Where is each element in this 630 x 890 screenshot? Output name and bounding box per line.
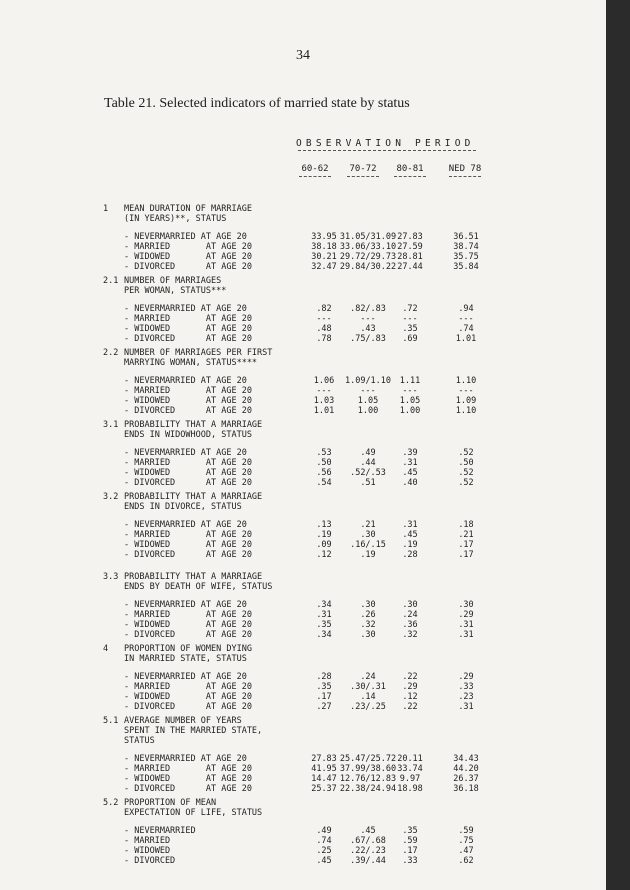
section-heading-line: PROBABILITY THAT A MARRIAGE xyxy=(124,572,263,582)
row-label-married: - MARRIED AT AGE 20 xyxy=(124,242,252,252)
value-cell: .24 xyxy=(360,672,376,682)
row-label-nevermarried: - NEVERMARRIED AT AGE 20 xyxy=(124,672,247,682)
value-cell: .21 xyxy=(360,520,376,530)
section-heading-line: NUMBER OF MARRIAGES PER FIRST xyxy=(124,348,273,358)
value-cell: 28.81 xyxy=(397,252,423,262)
table-row xyxy=(0,304,606,314)
value-cell: 14.47 xyxy=(311,774,337,784)
section-heading-line: MARRYING WOMAN, STATUS**** xyxy=(124,358,258,368)
table-row xyxy=(0,324,606,334)
value-cell: .53 xyxy=(316,448,332,458)
value-cell: 41.95 xyxy=(311,764,337,774)
value-cell: .94 xyxy=(458,304,474,314)
value-cell: 1.05 xyxy=(357,396,379,406)
value-cell: .48 xyxy=(316,324,332,334)
value-cell: --- xyxy=(402,314,418,324)
table-row xyxy=(0,784,606,794)
value-cell: .49 xyxy=(360,448,376,458)
row-label-divorced: - DIVORCED AT AGE 20 xyxy=(124,262,252,272)
value-cell: 1.00 xyxy=(357,406,379,416)
value-cell: .33 xyxy=(402,856,418,866)
table-row xyxy=(0,448,606,458)
section-heading-line: PER WOMAN, STATUS*** xyxy=(124,286,227,296)
value-cell: .75 xyxy=(458,836,474,846)
value-cell: .75/.83 xyxy=(350,334,386,344)
value-cell: .17 xyxy=(402,846,418,856)
value-cell: .52 xyxy=(458,448,474,458)
row-label-married: - MARRIED AT AGE 20 xyxy=(124,458,252,468)
value-cell: .30 xyxy=(360,600,376,610)
value-cell: 36.18 xyxy=(453,784,479,794)
row-label-nevermarried: - NEVERMARRIED AT AGE 20 xyxy=(124,448,247,458)
value-cell: 27.59 xyxy=(397,242,423,252)
column-header-70-72: 70-72 xyxy=(338,164,388,177)
value-cell: .13 xyxy=(316,520,332,530)
section-heading-line: PROBABILITY THAT A MARRIAGE xyxy=(124,420,263,430)
row-label-nevermarried: - NEVERMARRIED AT AGE 20 xyxy=(124,754,247,764)
value-cell: .26 xyxy=(360,610,376,620)
value-cell: 22.38/24.94 xyxy=(339,784,397,794)
value-cell: 12.76/12.83 xyxy=(339,774,397,784)
value-cell: 1.10 xyxy=(455,406,477,416)
value-cell: .23/.25 xyxy=(350,702,386,712)
value-cell: 18.98 xyxy=(397,784,423,794)
row-label-nevermarried: - NEVERMARRIED xyxy=(124,826,196,836)
value-cell: .28 xyxy=(402,550,418,560)
value-cell: 1.05 xyxy=(399,396,421,406)
row-label-widowed: - WIDOWED AT AGE 20 xyxy=(124,324,252,334)
value-cell: 1.09/1.10 xyxy=(344,376,392,386)
value-cell: .52 xyxy=(458,468,474,478)
table-row xyxy=(0,406,606,416)
table-row xyxy=(0,550,606,560)
table-row xyxy=(0,836,606,846)
value-cell: .19 xyxy=(402,540,418,550)
value-cell: .33 xyxy=(458,682,474,692)
value-cell: .45 xyxy=(316,856,332,866)
table-row xyxy=(0,692,606,702)
value-cell: .22 xyxy=(402,702,418,712)
value-cell: .32 xyxy=(360,620,376,630)
table-row xyxy=(0,610,606,620)
value-cell: .69 xyxy=(402,334,418,344)
value-cell: .43 xyxy=(360,324,376,334)
value-cell: .31 xyxy=(458,630,474,640)
value-cell: .25 xyxy=(316,846,332,856)
row-label-divorced: - DIVORCED AT AGE 20 xyxy=(124,784,252,794)
value-cell: .54 xyxy=(316,478,332,488)
row-label-married: - MARRIED AT AGE 20 xyxy=(124,314,252,324)
value-cell: .22/.23 xyxy=(350,846,386,856)
value-cell: 1.09 xyxy=(455,396,477,406)
row-label-married: - MARRIED AT AGE 20 xyxy=(124,530,252,540)
value-cell: .45 xyxy=(402,530,418,540)
row-label-divorced: - DIVORCED AT AGE 20 xyxy=(124,478,252,488)
value-cell: .82 xyxy=(316,304,332,314)
value-cell: .52 xyxy=(458,478,474,488)
value-cell: .30/.31 xyxy=(350,682,386,692)
value-cell: 26.37 xyxy=(453,774,479,784)
value-cell: --- xyxy=(316,386,332,396)
value-cell: .74 xyxy=(316,836,332,846)
value-cell: .28 xyxy=(316,672,332,682)
row-label-widowed: - WIDOWED AT AGE 20 xyxy=(124,540,252,550)
value-cell: --- xyxy=(360,386,376,396)
value-cell: .30 xyxy=(360,630,376,640)
value-cell: 31.05/31.09 xyxy=(339,232,397,242)
value-cell: 36.51 xyxy=(453,232,479,242)
table-row xyxy=(0,682,606,692)
value-cell: --- xyxy=(458,314,474,324)
column-header-ned-78: NED 78 xyxy=(440,164,490,177)
table-row xyxy=(0,242,606,252)
value-cell: 1.10 xyxy=(455,376,477,386)
row-label-married: - MARRIED AT AGE 20 xyxy=(124,386,252,396)
table-row xyxy=(0,754,606,764)
row-label-widowed: - WIDOWED AT AGE 20 xyxy=(124,620,252,630)
table-row xyxy=(0,520,606,530)
section-heading-line: AVERAGE NUMBER OF YEARS xyxy=(124,716,242,726)
row-label-married: - MARRIED AT AGE 20 xyxy=(124,682,252,692)
value-cell: .34 xyxy=(316,600,332,610)
value-cell: .44 xyxy=(360,458,376,468)
value-cell: 32.47 xyxy=(311,262,337,272)
row-label-nevermarried: - NEVERMARRIED AT AGE 20 xyxy=(124,600,247,610)
section-heading-line: IN MARRIED STATE, STATUS xyxy=(124,654,247,664)
section-number: 5.1 xyxy=(103,716,119,726)
table-row xyxy=(0,630,606,640)
value-cell: --- xyxy=(458,386,474,396)
value-cell: 27.44 xyxy=(397,262,423,272)
value-cell: .35 xyxy=(402,826,418,836)
value-cell: 35.84 xyxy=(453,262,479,272)
row-label-divorced: - DIVORCED AT AGE 20 xyxy=(124,630,252,640)
value-cell: .39 xyxy=(402,448,418,458)
observation-period-heading: OBSERVATION PERIOD xyxy=(296,138,475,149)
value-cell: 29.84/30.22 xyxy=(339,262,397,272)
table-row xyxy=(0,232,606,242)
value-cell: .31 xyxy=(458,620,474,630)
value-cell: 1.01 xyxy=(313,406,335,416)
value-cell: .32 xyxy=(402,630,418,640)
value-cell: .17 xyxy=(458,550,474,560)
row-label-nevermarried: - NEVERMARRIED AT AGE 20 xyxy=(124,232,247,242)
value-cell: .31 xyxy=(316,610,332,620)
value-cell: .18 xyxy=(458,520,474,530)
section-heading-line: SPENT IN THE MARRIED STATE, xyxy=(124,726,263,736)
section-heading-line: PROPORTION OF MEAN xyxy=(124,798,217,808)
table-row xyxy=(0,672,606,682)
table-row xyxy=(0,396,606,406)
row-label-nevermarried: - NEVERMARRIED AT AGE 20 xyxy=(124,304,247,314)
section-number: 4 xyxy=(103,644,109,654)
section-heading-line: ENDS IN DIVORCE, STATUS xyxy=(124,502,242,512)
table-row xyxy=(0,314,606,324)
value-cell: .50 xyxy=(458,458,474,468)
value-cell: .29 xyxy=(402,682,418,692)
row-label-widowed: - WIDOWED AT AGE 20 xyxy=(124,468,252,478)
table-row xyxy=(0,540,606,550)
section-heading-line: EXPECTATION OF LIFE, STATUS xyxy=(124,808,263,818)
value-cell: .22 xyxy=(402,672,418,682)
section-heading-line: PROPORTION OF WOMEN DYING xyxy=(124,644,252,654)
value-cell: 25.47/25.72 xyxy=(339,754,397,764)
value-cell: .09 xyxy=(316,540,332,550)
value-cell: .12 xyxy=(316,550,332,560)
value-cell: .23 xyxy=(458,692,474,702)
value-cell: 35.75 xyxy=(453,252,479,262)
section-number: 3.1 xyxy=(103,420,119,430)
row-label-widowed: - WIDOWED AT AGE 20 xyxy=(124,774,252,784)
value-cell: .17 xyxy=(316,692,332,702)
value-cell: .35 xyxy=(402,324,418,334)
value-cell: --- xyxy=(316,314,332,324)
value-cell: .74 xyxy=(458,324,474,334)
heading-underline xyxy=(298,150,476,151)
value-cell: --- xyxy=(360,314,376,324)
table-row xyxy=(0,386,606,396)
value-cell: .49 xyxy=(316,826,332,836)
column-header-60-62: 60-62 xyxy=(290,164,340,177)
value-cell: .45 xyxy=(360,826,376,836)
value-cell: .40 xyxy=(402,478,418,488)
value-cell: 1.03 xyxy=(313,396,335,406)
table-row xyxy=(0,702,606,712)
section-number: 3.3 xyxy=(103,572,119,582)
column-header-80-81: 80-81 xyxy=(385,164,435,177)
value-cell: 1.00 xyxy=(399,406,421,416)
value-cell: .39/.44 xyxy=(350,856,386,866)
value-cell: .29 xyxy=(458,672,474,682)
value-cell: .16/.15 xyxy=(350,540,386,550)
section-number: 3.2 xyxy=(103,492,119,502)
value-cell: .72 xyxy=(402,304,418,314)
value-cell: .19 xyxy=(316,530,332,540)
value-cell: .52/.53 xyxy=(350,468,386,478)
value-cell: 9.97 xyxy=(399,774,421,784)
value-cell: .30 xyxy=(360,530,376,540)
row-label-married: - MARRIED AT AGE 20 xyxy=(124,764,252,774)
value-cell: .29 xyxy=(458,610,474,620)
row-label-divorced: - DIVORCED AT AGE 20 xyxy=(124,406,252,416)
value-cell: 33.74 xyxy=(397,764,423,774)
value-cell: .24 xyxy=(402,610,418,620)
section-number: 2.2 xyxy=(103,348,119,358)
table-row xyxy=(0,478,606,488)
row-label-nevermarried: - NEVERMARRIED AT AGE 20 xyxy=(124,376,247,386)
value-cell: 27.83 xyxy=(311,754,337,764)
section-heading-line: NUMBER OF MARRIAGES xyxy=(124,276,222,286)
row-label-divorced: - DIVORCED AT AGE 20 xyxy=(124,702,252,712)
value-cell: .51 xyxy=(360,478,376,488)
row-label-widowed: - WIDOWED AT AGE 20 xyxy=(124,692,252,702)
section-heading-line: ENDS IN WIDOWHOOD, STATUS xyxy=(124,430,252,440)
value-cell: .62 xyxy=(458,856,474,866)
value-cell: 34.43 xyxy=(453,754,479,764)
table-row xyxy=(0,334,606,344)
table-row xyxy=(0,620,606,630)
value-cell: .78 xyxy=(316,334,332,344)
value-cell: .47 xyxy=(458,846,474,856)
row-label-nevermarried: - NEVERMARRIED AT AGE 20 xyxy=(124,520,247,530)
row-label-married: - MARRIED AT AGE 20 xyxy=(124,610,252,620)
table-row xyxy=(0,856,606,866)
value-cell: .59 xyxy=(458,826,474,836)
value-cell: 44.20 xyxy=(453,764,479,774)
table-row xyxy=(0,600,606,610)
value-cell: 20.11 xyxy=(397,754,423,764)
value-cell: .34 xyxy=(316,630,332,640)
value-cell: .21 xyxy=(458,530,474,540)
section-number: 1 xyxy=(103,204,109,214)
value-cell: 1.06 xyxy=(313,376,335,386)
table-row xyxy=(0,846,606,856)
row-label-divorced: - DIVORCED AT AGE 20 xyxy=(124,334,252,344)
table-row xyxy=(0,262,606,272)
section-heading-line: STATUS xyxy=(124,736,155,746)
row-label-widowed: - WIDOWED xyxy=(124,846,171,856)
table-row xyxy=(0,252,606,262)
value-cell: .12 xyxy=(402,692,418,702)
value-cell: --- xyxy=(402,386,418,396)
value-cell: .19 xyxy=(360,550,376,560)
value-cell: .82/.83 xyxy=(350,304,386,314)
value-cell: 29.72/29.73 xyxy=(339,252,397,262)
value-cell: 38.74 xyxy=(453,242,479,252)
value-cell: 1.11 xyxy=(399,376,421,386)
value-cell: .36 xyxy=(402,620,418,630)
table-row xyxy=(0,530,606,540)
value-cell: 30.21 xyxy=(311,252,337,262)
table-row xyxy=(0,774,606,784)
value-cell: .31 xyxy=(402,520,418,530)
table-row xyxy=(0,458,606,468)
value-cell: .67/.68 xyxy=(350,836,386,846)
value-cell: .31 xyxy=(458,702,474,712)
value-cell: .14 xyxy=(360,692,376,702)
row-label-widowed: - WIDOWED AT AGE 20 xyxy=(124,396,252,406)
value-cell: .31 xyxy=(402,458,418,468)
value-cell: .56 xyxy=(316,468,332,478)
value-cell: .35 xyxy=(316,682,332,692)
value-cell: 37.99/38.60 xyxy=(339,764,397,774)
table-row xyxy=(0,764,606,774)
row-label-married: - MARRIED xyxy=(124,836,171,846)
value-cell: .59 xyxy=(402,836,418,846)
value-cell: 25.37 xyxy=(311,784,337,794)
value-cell: .30 xyxy=(402,600,418,610)
value-cell: .50 xyxy=(316,458,332,468)
section-heading-line: (IN YEARS)**, STATUS xyxy=(124,214,227,224)
section-heading-line: ENDS BY DEATH OF WIFE, STATUS xyxy=(124,582,273,592)
section-number: 5.2 xyxy=(103,798,119,808)
value-cell: 1.01 xyxy=(455,334,477,344)
value-cell: .35 xyxy=(316,620,332,630)
value-cell: .30 xyxy=(458,600,474,610)
value-cell: 27.83 xyxy=(397,232,423,242)
row-label-widowed: - WIDOWED AT AGE 20 xyxy=(124,252,252,262)
value-cell: .17 xyxy=(458,540,474,550)
section-number: 2.1 xyxy=(103,276,119,286)
value-cell: .45 xyxy=(402,468,418,478)
row-label-divorced: - DIVORCED xyxy=(124,856,176,866)
table-row xyxy=(0,468,606,478)
row-label-divorced: - DIVORCED AT AGE 20 xyxy=(124,550,252,560)
section-heading-line: PROBABILITY THAT A MARRIAGE xyxy=(124,492,263,502)
value-cell: .27 xyxy=(316,702,332,712)
section-heading-line: MEAN DURATION OF MARRIAGE xyxy=(124,204,252,214)
page-number: 34 xyxy=(296,48,310,63)
value-cell: 33.95 xyxy=(311,232,337,242)
table-row xyxy=(0,376,606,386)
table-row xyxy=(0,826,606,836)
table-title: Table 21. Selected indicators of married state by status xyxy=(104,96,410,111)
value-cell: 38.18 xyxy=(311,242,337,252)
value-cell: 33.06/33.10 xyxy=(339,242,397,252)
